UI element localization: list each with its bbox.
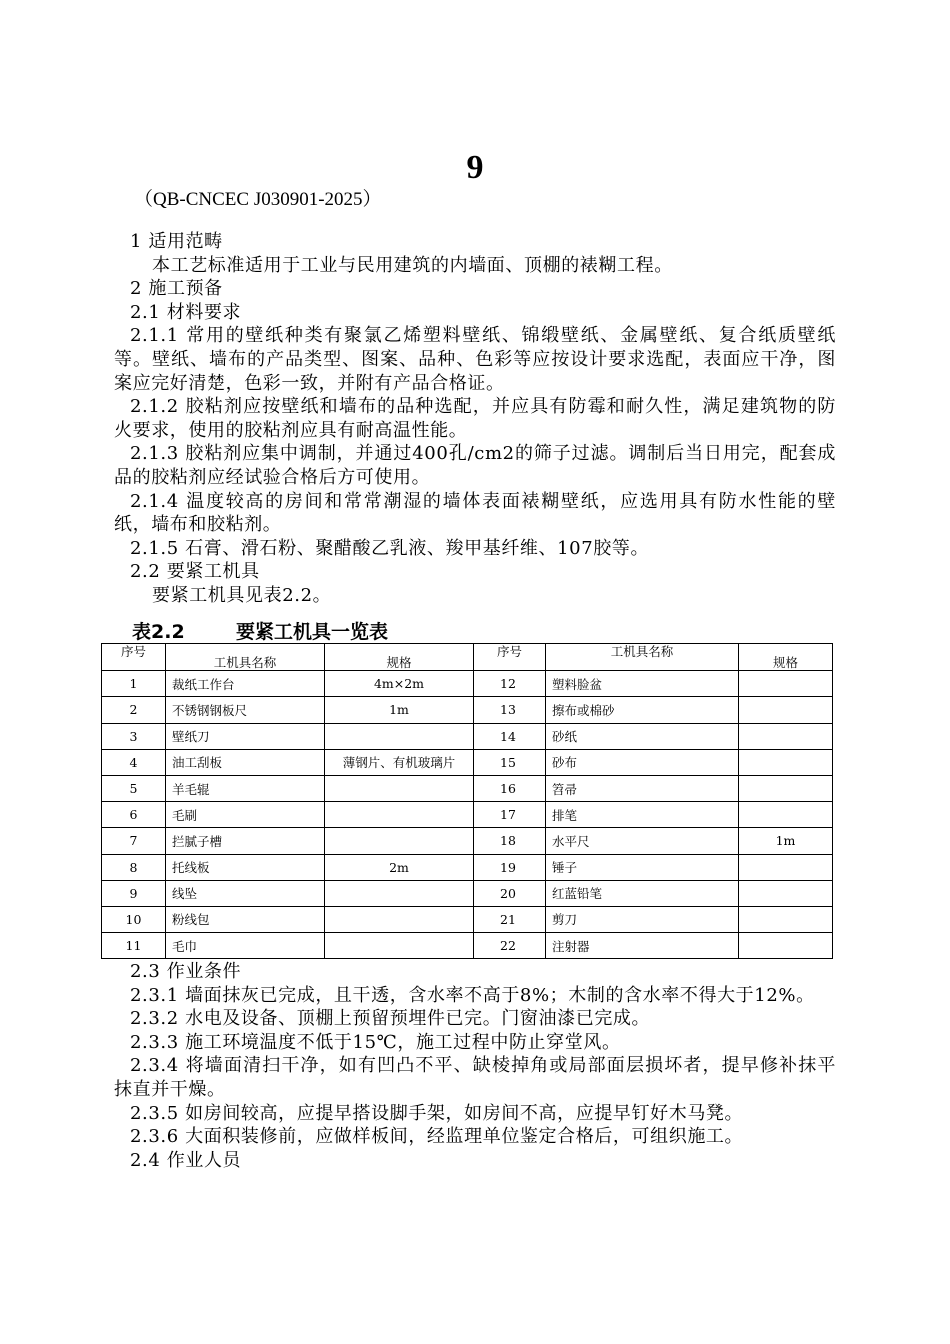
tool-name-right-cell: 擦布或棉砂	[546, 697, 739, 723]
spec-right-cell	[739, 697, 833, 723]
spec-left-cell: 1m	[325, 697, 474, 723]
paragraph-2-1-5: 2.1.5 石膏、滑石粉、聚醋酸乙乳液、羧甲基纤维、107胶等。	[130, 537, 650, 559]
seq-right-cell: 13	[474, 697, 546, 723]
table-header-row	[102, 644, 833, 671]
tool-name-left-cell: 粉线包	[166, 906, 325, 932]
table-row	[102, 697, 833, 723]
table-row	[102, 854, 833, 880]
table-caption-title: 要紧工机具一览表	[236, 621, 389, 643]
seq-right-cell: 16	[474, 775, 546, 801]
section-number: 9	[466, 149, 484, 186]
seq-left-cell: 7	[102, 828, 166, 854]
header-name-right: 工机具名称	[546, 644, 739, 671]
paragraph-2-1-2: 2.1.2 胶粘剂应按壁纸和墙布的品种选配，并应具有防霉和耐久性，满足建筑物的防火要求，使用的胶粘剂应具有耐高温性能。	[114, 396, 836, 441]
seq-left-cell: 9	[102, 880, 166, 906]
paragraph-2-1-1: 2.1.1 常用的壁纸种类有聚氯乙烯塑料壁纸、锦缎壁纸、金属壁纸、复合纸质壁纸等。壁纸、墙布的产品类型、图案、品种、色彩等应按设计要求选配，表面应干净，图案应完好清楚，色彩一致，并附有产品合格证。	[114, 325, 836, 394]
heading-tools: 2.2 要紧工机具	[130, 561, 260, 583]
tools-table-body	[102, 671, 833, 959]
table-caption	[132, 620, 388, 644]
paragraph-tools-ref: 要紧工机具见表2.2。	[152, 584, 332, 606]
spec-left-cell	[325, 723, 474, 749]
tool-name-left-cell: 油工刮板	[166, 749, 325, 775]
table-row	[102, 828, 833, 854]
paragraph-2-3-6: 2.3.6 大面积装修前，应做样板间，经监理单位鉴定合格后，可组织施工。	[130, 1126, 744, 1148]
tool-name-right-cell: 塑料脸盆	[546, 671, 739, 697]
spec-left-cell: 4m×2m	[325, 671, 474, 697]
spec-right-cell	[739, 854, 833, 880]
heading-conditions: 2.3 作业条件	[130, 961, 242, 982]
tool-name-right-cell: 笤帚	[546, 775, 739, 801]
spec-right-cell	[739, 880, 833, 906]
paragraph-2-3-3: 2.3.3 施工环境温度不低于15℃，施工过程中防止穿堂风。	[130, 1031, 621, 1053]
seq-right-cell: 12	[474, 671, 546, 697]
seq-right-cell: 19	[474, 854, 546, 880]
header-name-left: 工机具名称	[166, 644, 325, 671]
table-row	[102, 775, 833, 801]
tool-name-left-cell: 托线板	[166, 854, 325, 880]
seq-right-cell: 20	[474, 880, 546, 906]
seq-left-cell: 4	[102, 749, 166, 775]
seq-left-cell: 8	[102, 854, 166, 880]
spec-right-cell	[739, 749, 833, 775]
table-row	[102, 933, 833, 959]
seq-left-cell: 10	[102, 906, 166, 932]
table-row	[102, 749, 833, 775]
spec-right-cell	[739, 671, 833, 697]
spec-left-cell: 薄钢片、有机玻璃片	[325, 749, 474, 775]
tools-table	[101, 643, 833, 959]
tool-name-right-cell: 剪刀	[546, 906, 739, 932]
tool-name-left-cell: 壁纸刀	[166, 723, 325, 749]
seq-left-cell: 2	[102, 697, 166, 723]
tool-name-left-cell: 毛巾	[166, 933, 325, 959]
spec-right-cell	[739, 906, 833, 932]
table-row	[102, 723, 833, 749]
paragraph-2-3-5: 2.3.5 如房间较高，应提早搭设脚手架，如房间不高，应提早钉好木马凳。	[130, 1102, 744, 1124]
seq-right-cell: 21	[474, 906, 546, 932]
spec-right-cell	[739, 802, 833, 828]
spec-left-cell	[325, 828, 474, 854]
header-seq-left: 序号	[102, 644, 166, 671]
spec-left-cell	[325, 802, 474, 828]
tool-name-right-cell: 水平尺	[546, 828, 739, 854]
tool-name-right-cell: 排笔	[546, 802, 739, 828]
tool-name-right-cell: 砂纸	[546, 723, 739, 749]
seq-right-cell: 18	[474, 828, 546, 854]
table-row	[102, 906, 833, 932]
heading-workers: 2.4 作业人员	[130, 1149, 242, 1171]
tool-name-left-cell: 不锈钢钢板尺	[166, 697, 325, 723]
tool-name-left-cell: 裁纸工作台	[166, 671, 325, 697]
seq-right-cell: 17	[474, 802, 546, 828]
tool-name-left-cell: 羊毛辊	[166, 775, 325, 801]
seq-right-cell: 22	[474, 933, 546, 959]
table-row	[102, 802, 833, 828]
spec-right-cell	[739, 933, 833, 959]
heading-scope: 1 适用范畴	[130, 231, 223, 252]
seq-left-cell: 6	[102, 802, 166, 828]
paragraph-2-1-4: 2.1.4 温度较高的房间和常常潮湿的墙体表面裱糊壁纸，应选用具有防水性能的壁纸，墙布和胶粘剂。	[114, 490, 836, 536]
spec-left-cell	[325, 906, 474, 932]
spec-right-cell	[739, 775, 833, 801]
seq-left-cell: 5	[102, 775, 166, 801]
seq-right-cell: 14	[474, 723, 546, 749]
paragraph-2-1-3: 2.1.3 胶粘剂应集中调制，并通过400孔/cm2的筛子过滤。调制后当日用完，配套成品的胶粘剂应经试验合格后方可使用。	[114, 443, 836, 488]
spec-left-cell	[325, 775, 474, 801]
tool-name-right-cell: 锤子	[546, 854, 739, 880]
table-row	[102, 880, 833, 906]
tool-name-left-cell: 线坠	[166, 880, 325, 906]
spec-right-cell: 1m	[739, 828, 833, 854]
spec-right-cell	[739, 723, 833, 749]
header-spec-left: 规格	[325, 644, 474, 671]
tool-name-right-cell: 红蓝铅笔	[546, 880, 739, 906]
body-upper	[114, 230, 836, 608]
seq-left-cell: 11	[102, 933, 166, 959]
table-caption-number: 表2.2	[132, 621, 185, 643]
tool-name-left-cell: 拦腻子槽	[166, 828, 325, 854]
seq-right-cell: 15	[474, 749, 546, 775]
paragraph-2-3-4: 2.3.4 将墙面清扫干净，如有凹凸不平、缺棱掉角或局部面层损坏者，提早修补抹平抹直并干燥。	[114, 1055, 836, 1100]
heading-materials: 2.1 材料要求	[130, 301, 242, 323]
header-spec-right: 规格	[739, 644, 833, 671]
header-seq-right: 序号	[474, 644, 546, 671]
paragraph-scope: 本工艺标准适用于工业与民用建筑的内墙面、顶棚的裱糊工程。	[152, 254, 673, 276]
tool-name-left-cell: 毛刷	[166, 802, 325, 828]
seq-left-cell: 3	[102, 723, 166, 749]
spec-left-cell	[325, 880, 474, 906]
spec-left-cell: 2m	[325, 854, 474, 880]
paragraph-2-3-1: 2.3.1 墙面抹灰已完成，且干透，含水率不高于8%；木制的含水率不得大于12%。	[130, 984, 815, 1006]
heading-preparation: 2 施工预备	[130, 278, 223, 300]
spec-left-cell	[325, 933, 474, 959]
table-row	[102, 671, 833, 697]
tool-name-right-cell: 注射器	[546, 933, 739, 959]
standard-code: （QB-CNCEC J030901-2025）	[134, 189, 382, 210]
body-lower	[114, 960, 836, 1172]
seq-left-cell: 1	[102, 671, 166, 697]
paragraph-2-3-2: 2.3.2 水电及设备、顶棚上预留预埋件已完。门窗油漆已完成。	[130, 1008, 651, 1030]
tool-name-right-cell: 砂布	[546, 749, 739, 775]
